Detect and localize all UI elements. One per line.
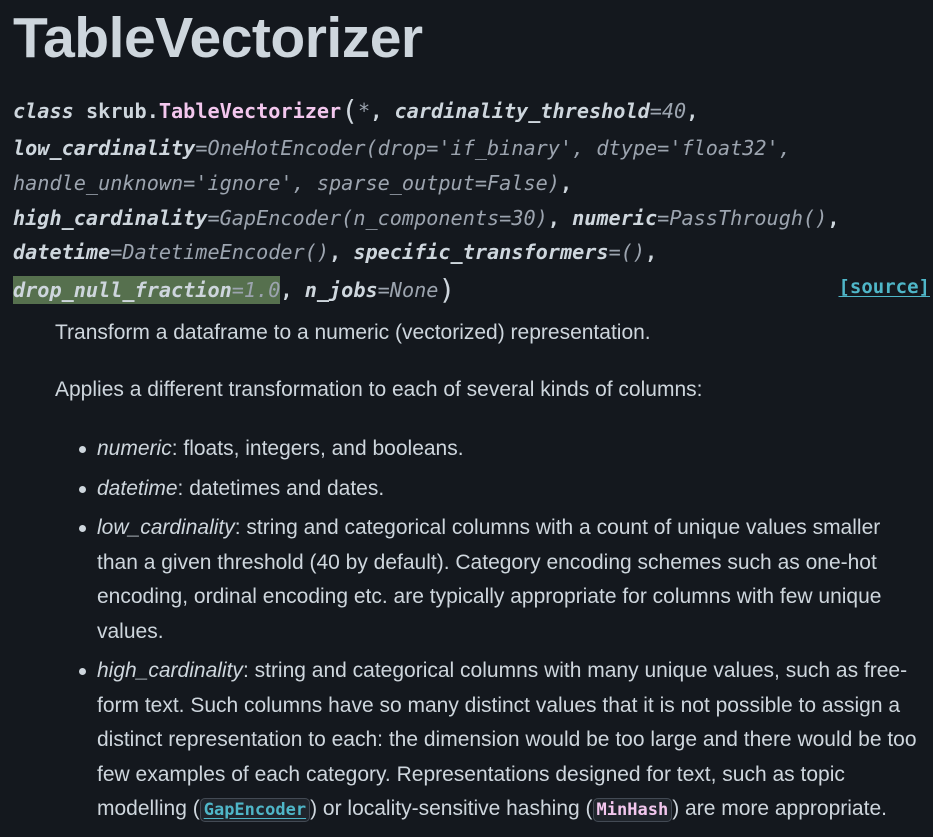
- gapencoder-link[interactable]: GapEncoder: [200, 798, 310, 822]
- default-numeric: =PassThrough(): [657, 206, 828, 230]
- column-kinds-list: [55, 432, 925, 833]
- param-numeric: numeric: [572, 206, 658, 230]
- list-item: [55, 432, 925, 467]
- list-item-text: : floats, integers, and booleans.: [171, 437, 464, 460]
- module-name: skrub.: [85, 99, 159, 123]
- summary-text: Transform a dataframe to a numeric (vectorized) representation.: [55, 321, 651, 344]
- list-item-term: numeric: [97, 437, 172, 460]
- close-paren: ): [438, 273, 456, 306]
- signature-line-5: datetime=DatetimeEncoder(), specific_transformers=(),: [13, 240, 658, 264]
- signature-line-2: [13, 131, 791, 165]
- default-low-cardinality-2: handle_unknown='ignore', sparse_output=False): [13, 171, 560, 195]
- list-item-text: ) are more appropriate.: [672, 797, 887, 820]
- intro-text: Applies a different transformation to each of several kinds of columns:: [55, 378, 703, 401]
- default-drop-null-fraction: =1.0: [231, 278, 281, 302]
- star-arg: *: [358, 99, 371, 123]
- default-datetime: =DatetimeEncoder(): [110, 240, 330, 264]
- list-item-text: : string and categorical columns with many unique values, such as free-form text. Such columns have so many distinct values that it is not possible to assign a distinct representation to each: the dimension would be too large and there would be too few examples of each category. Representations designed for text, such as topic modelling (: [97, 659, 917, 820]
- bullet-icon: [79, 525, 86, 532]
- class-name: TableVectorizer: [158, 99, 342, 123]
- default-low-cardinality-1: =OneHotEncoder(drop='if_binary', dtype='float32',: [195, 136, 791, 160]
- bullet-icon: [79, 668, 86, 675]
- signature-line-6: drop_null_fraction=1.0, n_jobs=None): [13, 273, 456, 306]
- param-drop-null-fraction: drop_null_fraction: [13, 278, 232, 302]
- class-keyword: class: [13, 99, 74, 123]
- list-item: [55, 654, 925, 828]
- default-n-jobs: =None: [377, 278, 439, 302]
- param-cardinality-threshold: cardinality_threshold: [394, 99, 650, 123]
- param-specific-transformers: specific_transformers: [353, 240, 609, 264]
- open-paren: (: [341, 94, 359, 127]
- list-item: [55, 511, 925, 649]
- list-item: [55, 472, 925, 507]
- list-item-term: low_cardinality: [97, 516, 235, 539]
- param-datetime: datetime: [13, 240, 111, 264]
- source-link[interactable]: [source]: [838, 276, 930, 298]
- list-item-term: datetime: [97, 476, 178, 500]
- signature-line-1: class skrub.TableVectorizer(*, cardinality_threshold=40,: [13, 94, 699, 127]
- param-n-jobs: n_jobs: [304, 278, 378, 302]
- bullet-icon: [79, 446, 86, 453]
- minhash-code: MinHash: [593, 798, 673, 822]
- default-high-cardinality: =GapEncoder(n_components=30): [207, 206, 548, 230]
- param-low-cardinality: low_cardinality: [13, 136, 196, 160]
- default-specific-transformers: =(): [608, 240, 646, 264]
- page-title: TableVectorizer: [13, 6, 423, 70]
- param-high-cardinality: high_cardinality: [13, 206, 208, 230]
- signature-line-4: high_cardinality=GapEncoder(n_components=30), numeric=PassThrough(),: [13, 206, 840, 230]
- list-item-text: ) or locality-sensitive hashing (: [310, 797, 593, 820]
- list-item-term: high_cardinality: [97, 659, 243, 682]
- highlighted-param: [13, 276, 280, 304]
- default-cardinality-threshold: =40: [649, 99, 687, 123]
- signature-line-3: handle_unknown='ignore', sparse_output=False),: [13, 171, 573, 195]
- list-item-text: : datetimes and dates.: [177, 476, 385, 500]
- list-item-text: : string and categorical columns with a count of unique values smaller than a given threshold (40 by default). Category encoding schemes such as one-hot encoding, ordinal encoding etc. are typically appropriate for columns with few unique values.: [97, 516, 882, 643]
- bullet-icon: [79, 486, 86, 493]
